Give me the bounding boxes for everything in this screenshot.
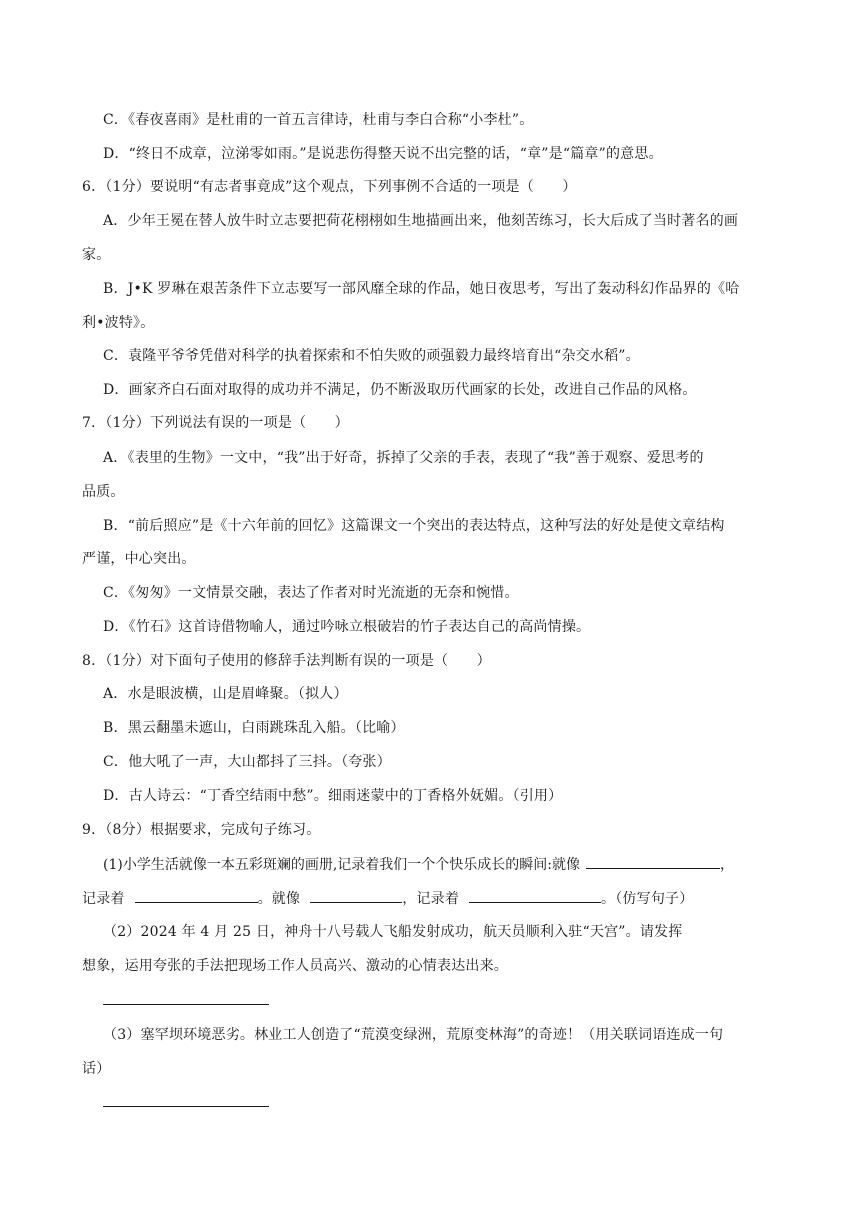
q8-option-b: B．黑云翻墨未遮山，白雨跳珠乱入船。（比喻） <box>103 720 405 736</box>
q9-part3-answer-line[interactable] <box>103 1106 269 1107</box>
q7-stem: 7．（1分）下列说法有误的一项是（ ） <box>82 415 349 431</box>
q9-part1-text-a: (1)小学生活就像一本五彩斑斓的画册,记录着我们一个个快乐成长的瞬间:就像 <box>103 857 580 873</box>
q8-option-c: C．他大吼了一声，大山都抖了三抖。（夸张） <box>103 754 391 770</box>
q6-stem: 6．（1分）要说明“有志者事竟成”这个观点，下列事例不合适的一项是（ ） <box>82 179 577 195</box>
q6-option-a-line1: A．少年王冕在替人放牛时立志要把荷花栩栩如生地描画出来，他刻苦练习，长大后成了当时著名的画 <box>103 213 739 229</box>
q6-option-b-line1: B．J•K 罗琳在艰苦条件下立志要写一部风靡全球的作品，她日夜思考，写出了轰动科幻作品界的《哈 <box>103 281 740 297</box>
q9-part3-line2: 话） <box>82 1061 111 1077</box>
q7-option-a-line1: A．《表里的生物》一文中，“我”出于好奇，拆掉了父亲的手表，表现了“我”善于观察、爱思考的 <box>103 450 704 466</box>
q9-part1-line1 <box>103 854 734 875</box>
q9-part1-text-d: ，记录着 <box>402 891 460 907</box>
q6-option-d: D．画家齐白石面对取得的成功并不满足，仍不断汲取历代画家的长处，改进自己作品的风格。 <box>103 382 697 398</box>
q7-option-a-line2: 品质。 <box>82 484 125 500</box>
q9-part2-line1: （2）2024 年 4 月 25 日，神舟十八号载人飞船发射成功，航天员顺利入驻“天宫”。请发挥 <box>103 924 683 940</box>
q8-stem: 8．（1分）对下面句子使用的修辞手法判断有误的一项是（ ） <box>82 653 491 669</box>
q8-option-d: D．古人诗云：“丁香空结雨中愁”。细雨迷蒙中的丁香格外妩媚。（引用） <box>103 788 563 804</box>
q9-part1-blank-2[interactable] <box>135 888 258 903</box>
q9-part1-blank-3[interactable] <box>310 888 402 903</box>
q9-part2-line2: 想象，运用夸张的手法把现场工作人员高兴、激动的心情表达出来。 <box>82 958 508 974</box>
q9-part1-comma: ， <box>720 857 734 873</box>
q7-option-b-line1: B．“前后照应”是《十六年前的回忆》这篇课文一个突出的表达特点，这种写法的好处是使文章结构 <box>103 518 725 534</box>
q9-part2-answer-line[interactable] <box>103 1004 269 1005</box>
q9-part1-line2 <box>82 888 693 909</box>
q9-part1-text-e: 。（仿写句子） <box>601 891 694 907</box>
q6-option-a-line2: 家。 <box>82 247 111 263</box>
q6-option-c: C．袁隆平爷爷凭借对科学的执着探索和不怕失败的顽强毅力最终培育出“杂交水稻”。 <box>103 348 640 364</box>
q7-option-c: C．《匆匆》一文情景交融，表达了作者对时光流逝的无奈和惋惜。 <box>103 585 519 601</box>
q5-option-d: D．“终日不成章，泣涕零如雨。”是说悲伤得整天说不出完整的话，“章”是“篇章”的意思。 <box>103 146 663 162</box>
q7-option-b-line2: 严谨，中心突出。 <box>82 551 196 567</box>
q9-stem: 9．（8分）根据要求，完成句子练习。 <box>82 822 321 838</box>
q9-part3-line1: （3）塞罕坝环境恶劣。林业工人创造了“荒漠变绿洲，荒原变林海”的奇迹！（用关联词语连成一句 <box>103 1027 724 1043</box>
q6-option-b-line2: 利•波特》。 <box>82 315 155 331</box>
q9-part1-blank-1[interactable] <box>586 854 720 869</box>
q9-part1-text-c: 。就像 <box>257 891 301 907</box>
q9-part1-blank-4[interactable] <box>469 888 601 903</box>
q7-option-d: D．《竹石》这首诗借物喻人，通过吟咏立根破岩的竹子表达自己的高尚情操。 <box>103 619 591 635</box>
q5-option-c: C．《春夜喜雨》是杜甫的一首五言律诗，杜甫与李白合称“小李杜”。 <box>103 112 534 128</box>
q9-part1-text-b: 记录着 <box>82 891 125 907</box>
q8-option-a: A．水是眼波横，山是眉峰聚。（拟人） <box>103 686 348 702</box>
